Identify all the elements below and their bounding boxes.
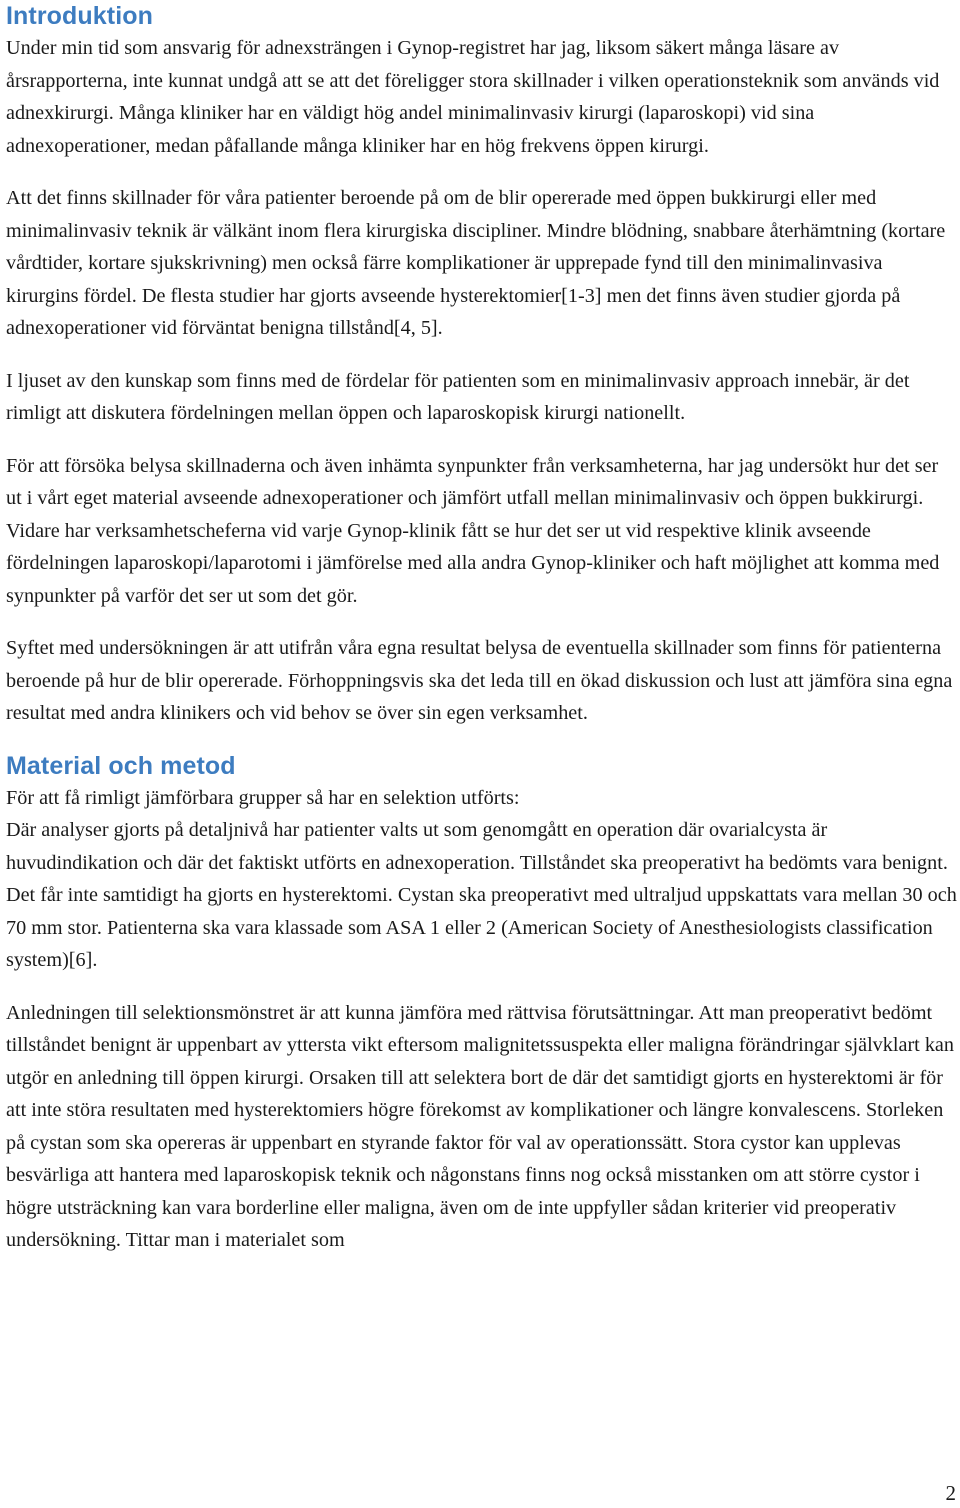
material-paragraph-1: Där analyser gjorts på detaljnivå har patienter valts ut som genomgått en operation där ovarialcysta är huvudindikation och där det faktiskt utförts en adnexoperation. Tillståndet ska preoperativt ha bedömts vara benignt. Det får inte samtidigt ha gjorts en hysterektomi. Cystan ska preoperativt med ultraljud uppskattats vara mellan 30 och 70 mm stor. Patienterna ska vara klassade som ASA 1 eller 2 (American Society of Anesthesiologists classification system)[6]. — [6, 819, 957, 971]
intro-paragraph-1: Under min tid som ansvarig för adnexsträngen i Gynop-registret har jag, liksom säkert många läsare av årsrapporterna, inte kunnat undgå att se att det föreligger stora skillnader i vilken operationsteknik som används vid adnexkirurgi. Många kliniker har en väldigt hög andel minimalinvasiv kirurgi (laparoskopi) vid sina adnexoperationer, medan påfallande många kliniker har en hög frekvens öppen kirurgi. — [6, 37, 940, 157]
intro-paragraph-5: Syftet med undersökningen är att utifrån våra egna resultat belysa de eventuella skillnader som finns för patienterna beroende på hur de blir opererade. Förhoppningsvis ska det leda till en ökad diskussion och lust att jämföra sina egna resultat med andra klinikers och vid behov se över sin egen verksamhet. — [6, 637, 953, 724]
intro-paragraph-4: För att försöka belysa skillnaderna och även inhämta synpunkter från verksamheterna, har jag undersökt hur det ser ut i vårt eget material avseende adnexoperationer och jämfört utfall mellan minimalinvasiv och öppen bukkirurgi. Vidare har verksamhetscheferna vid varje Gynop-klinik fått se hur det ser ut vid respektive klinik avseende fördelningen laparoskopi/laparotomi i jämförelse med alla andra Gynop-kliniker och haft möjlighet att komma med synpunkter på varför det ser ut som det gör. — [6, 454, 940, 607]
intro-paragraph-3: I ljuset av den kunskap som finns med de fördelar för patienten som en minimalinvasiv approach innebär, är det rimligt att diskutera fördelningen mellan öppen och laparoskopisk kirurgi nationellt. — [6, 369, 910, 424]
page-number: 2 — [945, 1481, 956, 1505]
material-lead-line: För att få rimligt jämförbara grupper så har en selektion utförts: — [6, 786, 520, 809]
intro-paragraph-2: Att det finns skillnader för våra patienter beroende på om de blir opererade med öppen bukkirurgi eller med minimalinvasiv teknik är välkänt inom flera kirurgiska discipliner. Mindre blödning, snabbare återhämtning (kortare vårdtider, kortare sjukskrivning) men också färre komplikationer är upprepade fynd till den minimalinvasiva kirurgins fördel. De flesta studier har gjorts avseende hysterektomier[1-3] men det finns även studier gjorda på adnexoperationer vid förväntat benigna tillstånd[4, 5]. — [6, 187, 946, 339]
material-paragraph-2: Anledningen till selektionsmönstret är att kunna jämföra med rättvisa förutsättningar. Att man preoperativt bedömt tillståndet benignt är uppenbart av yttersta vikt eftersom malignitetssuspekta eller maligna förändringar självklart kan utgör en anledning till öppen kirurgi. Orsaken till att selektera bort de där det samtidigt gjorts en hysterektomi är för att inte störa resultaten med hysterektomiers högre förekomst av komplikationer och längre konvalescens. Storleken på cystan som ska opereras är uppenbart en styrande faktor för val av operationssätt. Stora cystor kan upplevas besvärliga att hantera med laparoskopisk teknik och någonstans finns nog också misstanken om att större cystor i högre utsträckning kan vara borderline eller maligna, även om de inte uppfyller sådan kriterier vid preoperativ undersökning. Tittar man i materialet som — [6, 1001, 954, 1251]
section-heading-material-och-metod: Material och metod — [6, 751, 236, 780]
section-heading-introduktion: Introduktion — [6, 2, 154, 30]
document-page — [6, 0, 958, 1277]
